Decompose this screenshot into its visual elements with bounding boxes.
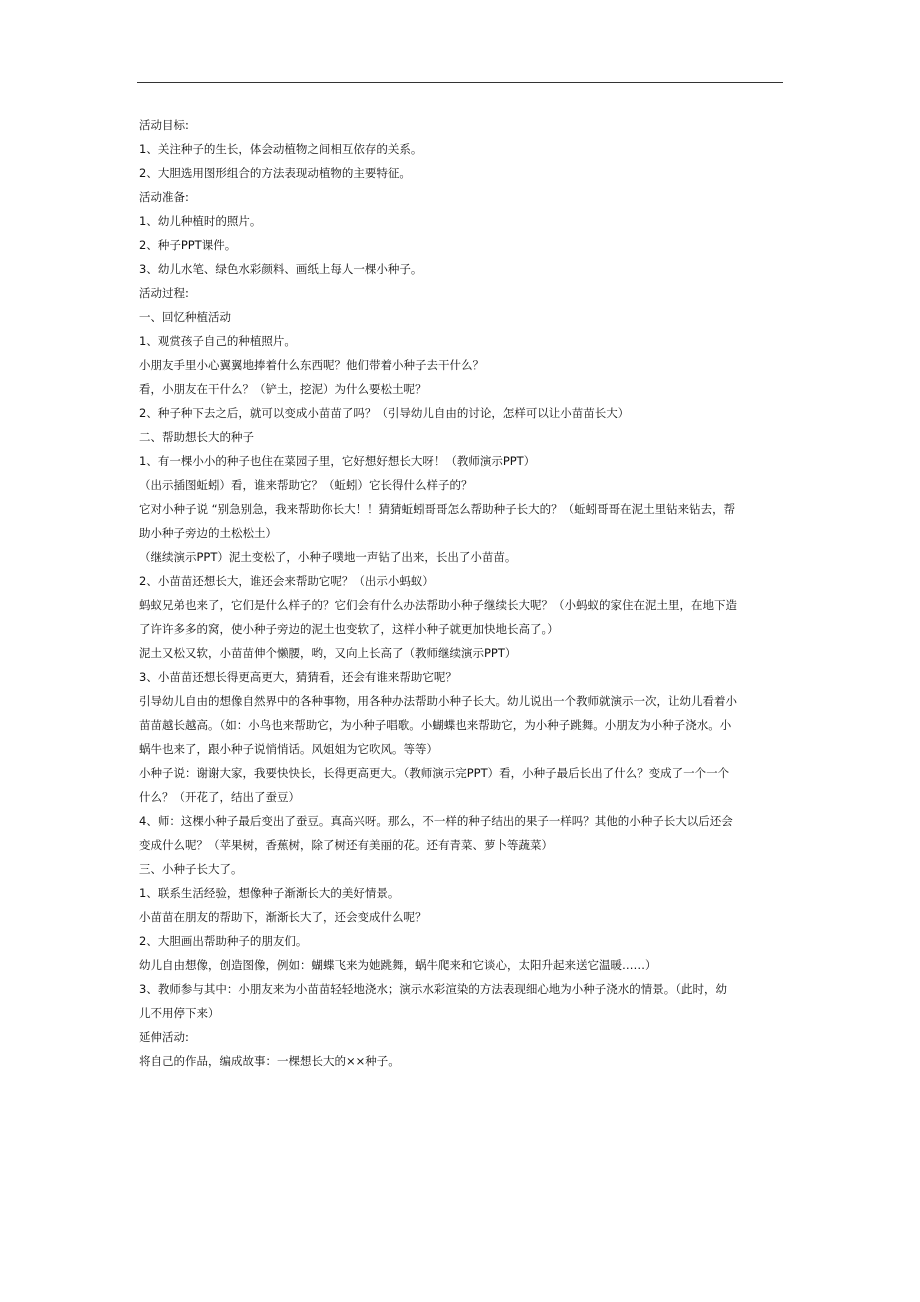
text-line: 1、有一棵小小的种子也住在菜园子里，它好想好想长大呀！（教师演示PPT） <box>139 454 536 468</box>
text-line: 2、大胆画出帮助种子的朋友们。 <box>139 934 308 948</box>
text-line: 儿不用停下来） <box>139 1006 220 1020</box>
header-rule <box>137 82 783 83</box>
section-heading-extension: 延伸活动: <box>139 1030 189 1044</box>
text-line: 了许许多多的窝，使小种子旁边的泥土也变软了，这样小种子就更加快地长高了。） <box>139 622 559 636</box>
subsection-heading: 三、小种子长大了。 <box>139 862 243 876</box>
section-heading-process: 活动过程: <box>139 286 189 300</box>
text-line: 2、大胆选用图形组合的方法表现动植物的主要特征。 <box>139 166 411 180</box>
text-line: 2、小苗苗还想长大，谁还会来帮助它呢？（出示小蚂蚁） <box>139 574 434 588</box>
text-line: 蜗牛也来了，跟小种子说悄悄话。风姐姐为它吹风。等等） <box>139 742 438 756</box>
text-line: 幼儿自由想像，创造图像，例如：蝴蝶飞来为她跳舞，蜗牛爬来和它谈心，太阳升起来送它温暖……） <box>139 958 657 972</box>
section-heading-goals: 活动目标: <box>139 118 189 132</box>
text-line: 泥土又松又软，小苗苗伸个懒腰，哟，又向上长高了（教师继续演示PPT） <box>139 646 517 660</box>
text-line: 3、小苗苗还想长得更高更大，猜猜看，还会有谁来帮助它呢？ <box>139 670 457 684</box>
text-line: 3、幼儿水笔、绿色水彩颜料、画纸上每人一棵小种子。 <box>139 262 423 276</box>
text-line: 将自己的作品，编成故事：一棵想长大的××种子。 <box>139 1054 400 1068</box>
subsection-heading: 一、回忆种植活动 <box>139 310 231 324</box>
document-body <box>139 113 784 1073</box>
text-line: 什么？（开花了，结出了蚕豆） <box>139 790 300 804</box>
section-heading-preparation: 活动准备: <box>139 190 189 204</box>
text-line: 3、教师参与其中：小朋友来为小苗苗轻轻地浇水；演示水彩渲染的方法表现细心地为小种子浇水的情景。（此时，幼 <box>139 982 728 996</box>
text-line: 1、观赏孩子自己的种植照片。 <box>139 334 296 348</box>
text-line: 小苗苗在朋友的帮助下，渐渐长大了，还会变成什么呢？ <box>139 910 427 924</box>
text-line: 小种子说：谢谢大家，我要快快长，长得更高更大。（教师演示完PPT）看，小种子最后长出了什么？变成了一个一个 <box>139 766 730 780</box>
text-line: 蚂蚁兄弟也来了，它们是什么样子的？它们会有什么办法帮助小种子继续长大呢？（小蚂蚁的家住在泥土里，在地下造 <box>139 598 737 612</box>
text-line: 引导幼儿自由的想像自然界中的各种事物，用各种办法帮助小种子长大。幼儿说出一个教师就演示一次，让幼儿看着小 <box>139 694 737 708</box>
text-line: 看，小朋友在干什么？（铲土，挖泥）为什么要松土呢？ <box>139 382 427 396</box>
text-line: 变成什么呢？（苹果树，香蕉树，除了树还有美丽的花。还有青菜、萝卜等蔬菜） <box>139 838 553 852</box>
text-line: 4、师：这棵小种子最后变出了蚕豆。真高兴呀。那么，不一样的种子结出的果子一样吗？其他的小种子长大以后还会 <box>139 814 733 828</box>
subsection-heading: 二、帮助想长大的种子 <box>139 430 254 444</box>
text-line: 小朋友手里小心翼翼地捧着什么东西呢？他们带着小种子去干什么？ <box>139 358 484 372</box>
text-line: 它对小种子说 “别急别急，我来帮助你长大！！猜猜蚯蚓哥哥怎么帮助种子长大的？（蚯蚓哥哥在泥土里钻来钻去，帮 <box>139 502 736 516</box>
text-line: 1、关注种子的生长，体会动植物之间相互依存的关系。 <box>139 142 423 156</box>
text-line: 1、幼儿种植时的照片。 <box>139 214 262 228</box>
text-line: 2、种子PPT课件。 <box>139 238 237 252</box>
text-line: 苗苗越长越高。（如：小鸟也来帮助它，为小种子唱歌。小蝴蝶也来帮助它，为小种子跳舞。小朋友为小种子浇水。小 <box>139 718 732 732</box>
text-line: 1、联系生活经验，想像种子渐渐长大的美好情景。 <box>139 886 400 900</box>
text-line: 助小种子旁边的土松松土） <box>139 526 277 540</box>
text-line: 2、种子种下去之后，就可以变成小苗苗了吗？（引导幼儿自由的讨论，怎样可以让小苗苗长大） <box>139 406 630 420</box>
text-line: （继续演示PPT）泥土变松了，小种子噗地一声钻了出来，长出了小苗苗。 <box>139 550 517 564</box>
text-line: （出示插图蚯蚓）看，谁来帮助它？（蚯蚓）它长得什么样子的？ <box>139 478 473 492</box>
